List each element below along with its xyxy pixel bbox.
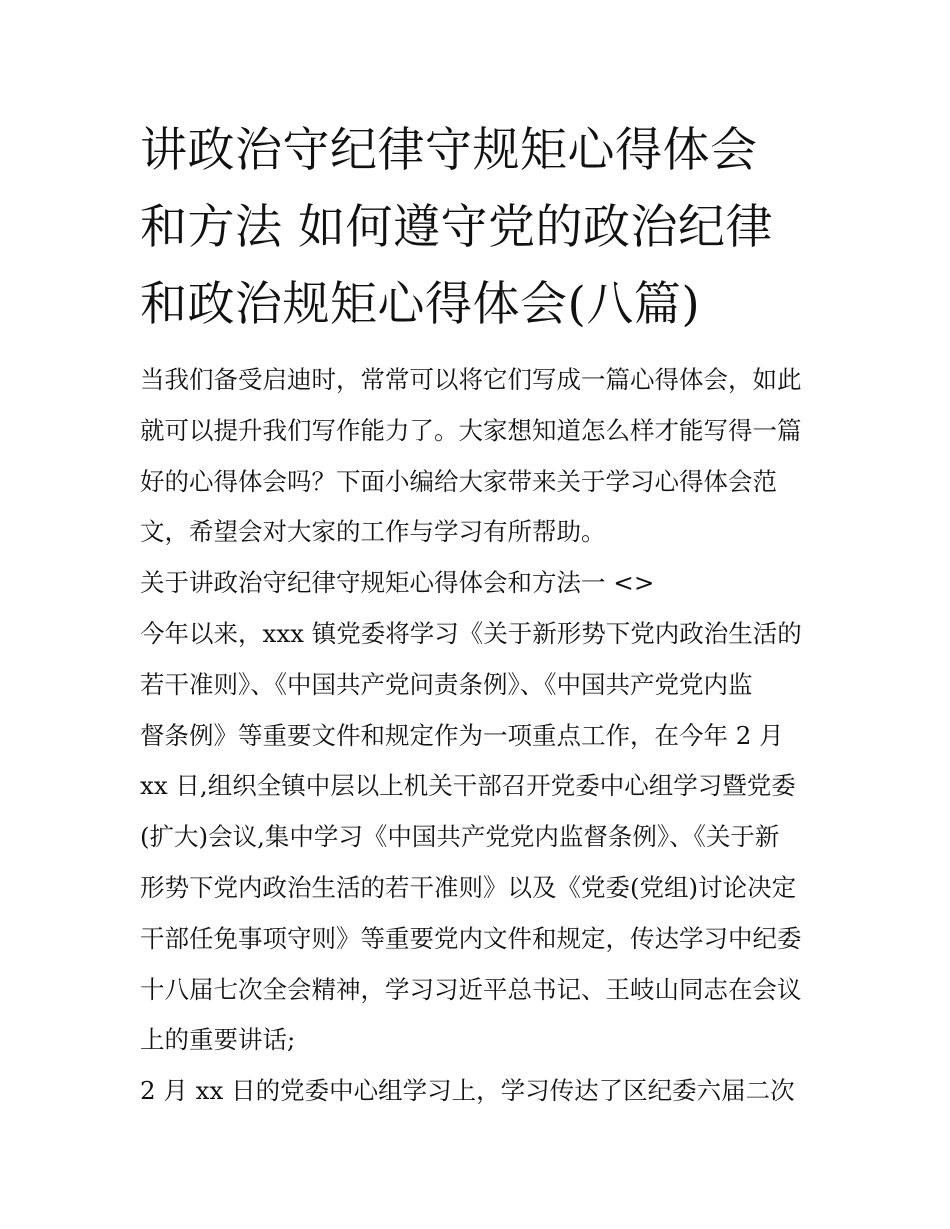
body-line: 今年以来，xxx 镇党委将学习《关于新形势下党内政治生活的 <box>140 618 802 648</box>
body-line: 就可以提升我们写作能力了。大家想知道怎么样才能写得一篇 <box>140 415 802 445</box>
body-line: 督条例》等重要文件和规定作为一项重点工作，在今年 2 月 <box>140 720 784 750</box>
body-line: 2 月 xx 日的党委中心组学习上，学习传达了区纪委六届二次 <box>140 1076 795 1106</box>
body-line: xx 日,组织全镇中层以上机关干部召开党委中心组学习暨党委 <box>140 771 796 801</box>
body-line: 若干准则》、《中国共产党问责条例》、《中国共产党党内监 <box>140 669 753 699</box>
body-line: 好的心得体会吗？下面小编给大家带来关于学习心得体会范 <box>140 466 777 496</box>
body-line: 文，希望会对大家的工作与学习有所帮助。 <box>140 517 606 547</box>
document-body <box>140 355 820 1117</box>
body-line: 上的重要讲话; <box>140 1025 296 1055</box>
body-line: 十八届七次全会精神，学习习近平总书记、王岐山同志在会议 <box>140 974 802 1004</box>
section-heading: 关于讲政治守纪律守规矩心得体会和方法一 <> <box>140 568 655 598</box>
body-line: (扩大)会议,集中学习《中国共产党党内监督条例》、《关于新 <box>140 822 780 852</box>
body-line: 干部任免事项守则》等重要党内文件和规定，传达学习中纪委 <box>140 923 802 953</box>
title-line: 讲政治守纪律守规矩心得体会 <box>140 123 758 178</box>
document-title <box>140 112 820 343</box>
title-line: 和政治规矩心得体会(八篇) <box>140 277 701 332</box>
title-line: 和方法 如何遵守党的政治纪律 <box>140 200 773 255</box>
body-line: 当我们备受启迪时，常常可以将它们写成一篇心得体会，如此 <box>140 365 802 394</box>
body-line: 形势下党内政治生活的若干准则》以及《党委(党组)讨论决定 <box>140 872 797 902</box>
